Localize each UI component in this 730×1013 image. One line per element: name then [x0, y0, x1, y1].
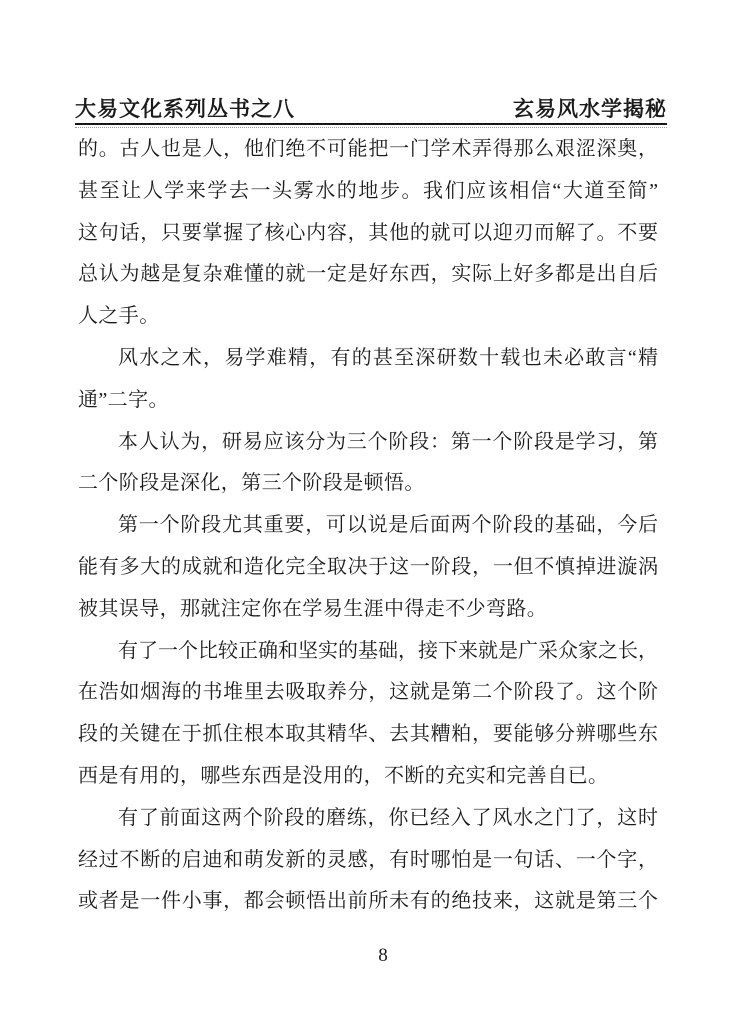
text-line: 经过不断的启迪和萌发新的灵感，有时哪怕是一句话、一个字， — [78, 848, 658, 871]
text-line: 本人认为，研易应该分为三个阶段：第一个阶段是学习，第 — [118, 430, 658, 453]
page-number: 8 — [378, 945, 388, 966]
text-line: 二个阶段是深化，第三个阶段是顿悟。 — [78, 472, 425, 495]
text-line: 第一个阶段尤其重要，可以说是后面两个阶段的基础，今后 — [118, 514, 658, 537]
text-line: 的。古人也是人，他们绝不可能把一门学术弄得那么艰涩深奥， — [78, 138, 658, 160]
series-title: 大易文化系列丛书之八 — [75, 97, 295, 121]
text-line: 能有多大的成就和造化完全取决于这一阶段，一但不慎掉进漩涡 — [78, 555, 658, 578]
text-line: 在浩如烟海的书堆里去吸取养分，这就是第二个阶段了。这个阶 — [78, 681, 658, 704]
text-line: 这句话，只要掌握了核心内容，其他的就可以迎刃而解了。不要 — [78, 221, 658, 244]
page-header — [75, 96, 667, 128]
header-rule — [75, 123, 667, 128]
text-line: 西是有用的，哪些东西是没用的，不断的充实和完善自已。 — [78, 764, 609, 787]
text-line: 被其误导，那就注定你在学易生涯中得走不少弯路。 — [78, 597, 548, 620]
book-title: 玄易风水学揭秘 — [513, 97, 667, 121]
text-line: 段的关键在于抓住根本取其精华、去其糟粕，要能够分辨哪些东 — [78, 723, 658, 746]
text-line: 有了一个比较正确和坚实的基础，接下来就是广采众家之长， — [118, 639, 658, 662]
body-text — [78, 129, 658, 923]
text-line: 甚至让人学来学去一头雾水的地步。我们应该相信“大道至简” — [78, 179, 658, 202]
text-line: 有了前面这两个阶段的磨练，你已经入了风水之门了，这时 — [118, 806, 658, 829]
text-line: 通”二字。 — [78, 388, 169, 411]
text-line: 总认为越是复杂难懂的就一定是好东西，实际上好多都是出自后 — [78, 263, 658, 286]
text-line: 人之手。 — [78, 305, 160, 328]
text-line: 风水之术，易学难精，有的甚至深研数十载也未必敢言“精 — [118, 346, 658, 369]
text-line: 或者是一件小事，都会顿悟出前所未有的绝技来，这就是第三个 — [78, 890, 658, 913]
